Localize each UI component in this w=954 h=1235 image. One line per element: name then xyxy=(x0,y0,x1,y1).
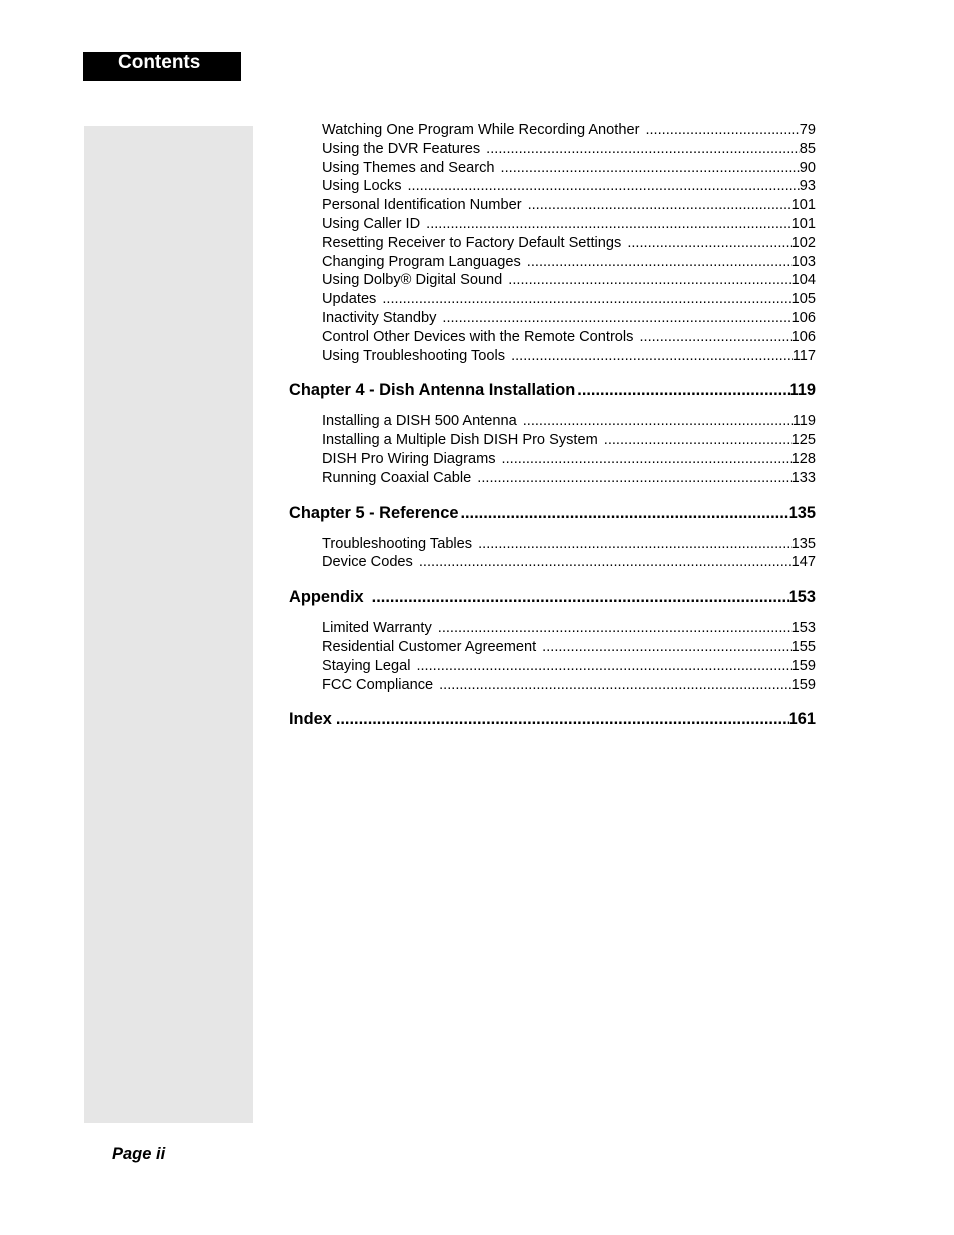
dot-leader xyxy=(528,196,792,215)
dot-leader xyxy=(438,619,792,638)
toc-entry[interactable] xyxy=(322,309,816,328)
toc-entry-page: 102 xyxy=(791,234,816,251)
toc-entry-title: Using the DVR Features xyxy=(322,140,481,157)
toc-entry-title: Inactivity Standby xyxy=(322,309,437,326)
toc-entry-title: Installing a DISH 500 Antenna xyxy=(322,413,517,430)
toc-entry[interactable] xyxy=(322,638,816,657)
dot-leader xyxy=(460,503,788,523)
dot-leader xyxy=(501,159,800,178)
dot-leader xyxy=(439,676,792,695)
dot-leader xyxy=(627,234,791,253)
toc-entry[interactable] xyxy=(322,271,816,290)
dot-leader xyxy=(645,121,799,140)
toc-entry-page: 101 xyxy=(791,215,816,232)
dot-leader xyxy=(542,638,791,657)
toc-entry-title: Updates xyxy=(322,291,377,308)
dot-leader xyxy=(477,469,791,488)
toc-entry-page: 147 xyxy=(791,554,816,571)
toc-entry-title: Control Other Devices with the Remote Controls xyxy=(322,328,634,345)
contents-header-tab xyxy=(83,52,241,81)
toc-entry-title: DISH Pro Wiring Diagrams xyxy=(322,450,496,467)
toc-entry[interactable] xyxy=(322,412,816,431)
toc-entry[interactable] xyxy=(322,676,816,695)
toc-chapter-page: 135 xyxy=(788,503,816,522)
toc-chapter-title: Chapter 5 - Reference xyxy=(289,503,459,522)
dot-leader xyxy=(502,450,792,469)
toc-chapter-page: 153 xyxy=(788,588,816,607)
toc-entry-title: Device Codes xyxy=(322,554,413,571)
toc-chapter-title: Appendix xyxy=(289,588,364,607)
dot-leader xyxy=(639,328,791,347)
toc-entry[interactable] xyxy=(322,431,816,450)
toc-entry-page: 106 xyxy=(791,309,816,326)
toc-entry-title: Staying Legal xyxy=(322,657,411,674)
dot-leader xyxy=(577,380,789,400)
toc-entry-page: 106 xyxy=(791,328,816,345)
toc-chapter-title: Index xyxy=(289,710,332,729)
toc-chapter-4[interactable] xyxy=(289,380,816,400)
toc-entry-title: Running Coaxial Cable xyxy=(322,469,472,486)
toc-entry-page: 153 xyxy=(791,620,816,637)
toc-entry[interactable] xyxy=(322,328,816,347)
toc-entry[interactable] xyxy=(322,347,816,366)
toc-entry[interactable] xyxy=(322,469,816,488)
toc-entry-title: Troubleshooting Tables xyxy=(322,535,473,552)
dot-leader xyxy=(604,431,792,450)
toc-entry-title: Changing Program Languages xyxy=(322,253,521,270)
dot-leader xyxy=(523,412,793,431)
toc-entry[interactable] xyxy=(322,657,816,676)
toc-entry-page: 133 xyxy=(791,469,816,486)
toc-entry-page: 125 xyxy=(791,432,816,449)
toc-entry[interactable] xyxy=(322,215,816,234)
toc-entry-title: Watching One Program While Recording Another xyxy=(322,122,640,138)
dot-leader xyxy=(426,215,792,234)
toc-entry[interactable] xyxy=(322,234,816,253)
toc-entry-page: 101 xyxy=(791,197,816,214)
dot-leader xyxy=(527,253,792,272)
dot-leader xyxy=(382,290,791,309)
dot-leader xyxy=(419,553,792,572)
toc-entry-title: Using Troubleshooting Tools xyxy=(322,347,506,364)
toc-entry-page: 93 xyxy=(799,178,816,195)
toc-entry-title: Residential Customer Agreement xyxy=(322,638,537,655)
toc-entry[interactable] xyxy=(322,535,816,554)
toc-entry-page: 159 xyxy=(791,657,816,674)
toc-entry-page: 155 xyxy=(791,638,816,655)
toc-entry-page: 135 xyxy=(791,535,816,552)
toc-entry-title: Using Dolby® Digital Sound xyxy=(322,272,503,289)
dot-leader xyxy=(408,177,800,196)
toc-chapter-page: 161 xyxy=(788,710,816,729)
toc-appendix[interactable] xyxy=(289,587,816,607)
toc-entry[interactable] xyxy=(322,290,816,309)
toc-entry[interactable] xyxy=(322,450,816,469)
toc-entry-title: Using Locks xyxy=(322,178,402,195)
toc-chapter-5[interactable] xyxy=(289,503,816,523)
toc-entry[interactable] xyxy=(322,140,816,159)
toc-entry-page: 105 xyxy=(791,291,816,308)
toc-entry-page: 104 xyxy=(791,272,816,289)
dot-leader xyxy=(442,309,791,328)
gray-sidebar xyxy=(84,126,253,1123)
toc-entry-title: Personal Identification Number xyxy=(322,197,522,214)
dot-leader xyxy=(416,657,791,676)
toc-entry-title: Using Themes and Search xyxy=(322,159,495,176)
dot-leader xyxy=(508,271,791,290)
toc-entry[interactable] xyxy=(322,253,816,272)
toc-entry-title: Installing a Multiple Dish DISH Pro System xyxy=(322,432,598,449)
table-of-contents xyxy=(289,121,816,729)
toc-entry[interactable] xyxy=(322,196,816,215)
dot-leader xyxy=(486,140,800,159)
toc-entry-title: Limited Warranty xyxy=(322,620,432,637)
dot-leader xyxy=(478,535,792,554)
toc-entry[interactable] xyxy=(322,619,816,638)
toc-entry[interactable] xyxy=(322,177,816,196)
toc-entry[interactable] xyxy=(322,159,816,178)
page-title: Contents xyxy=(118,52,201,73)
toc-entry-page: 85 xyxy=(799,140,816,157)
dot-leader xyxy=(511,347,793,366)
toc-entry-title: Resetting Receiver to Factory Default Settings xyxy=(322,234,622,251)
toc-chapter-title: Chapter 4 - Dish Antenna Installation xyxy=(289,381,576,400)
dot-leader xyxy=(336,709,789,729)
toc-index[interactable] xyxy=(289,709,816,729)
page-number: Page ii xyxy=(112,1145,166,1163)
toc-entry-page: 117 xyxy=(792,347,816,364)
toc-entry[interactable] xyxy=(322,553,816,572)
toc-chapter-page: 119 xyxy=(789,381,816,400)
toc-entry-page: 159 xyxy=(791,676,816,693)
toc-entry-page: 79 xyxy=(799,122,816,138)
toc-entry-title: FCC Compliance xyxy=(322,676,434,693)
toc-entry-page: 90 xyxy=(799,159,816,176)
dot-leader xyxy=(372,587,789,607)
toc-entry-page: 128 xyxy=(791,450,816,467)
toc-entry-title: Using Caller ID xyxy=(322,215,421,232)
toc-entry-page: 103 xyxy=(791,253,816,270)
toc-entry-page: 119 xyxy=(792,413,816,430)
toc-entry[interactable] xyxy=(322,121,816,140)
